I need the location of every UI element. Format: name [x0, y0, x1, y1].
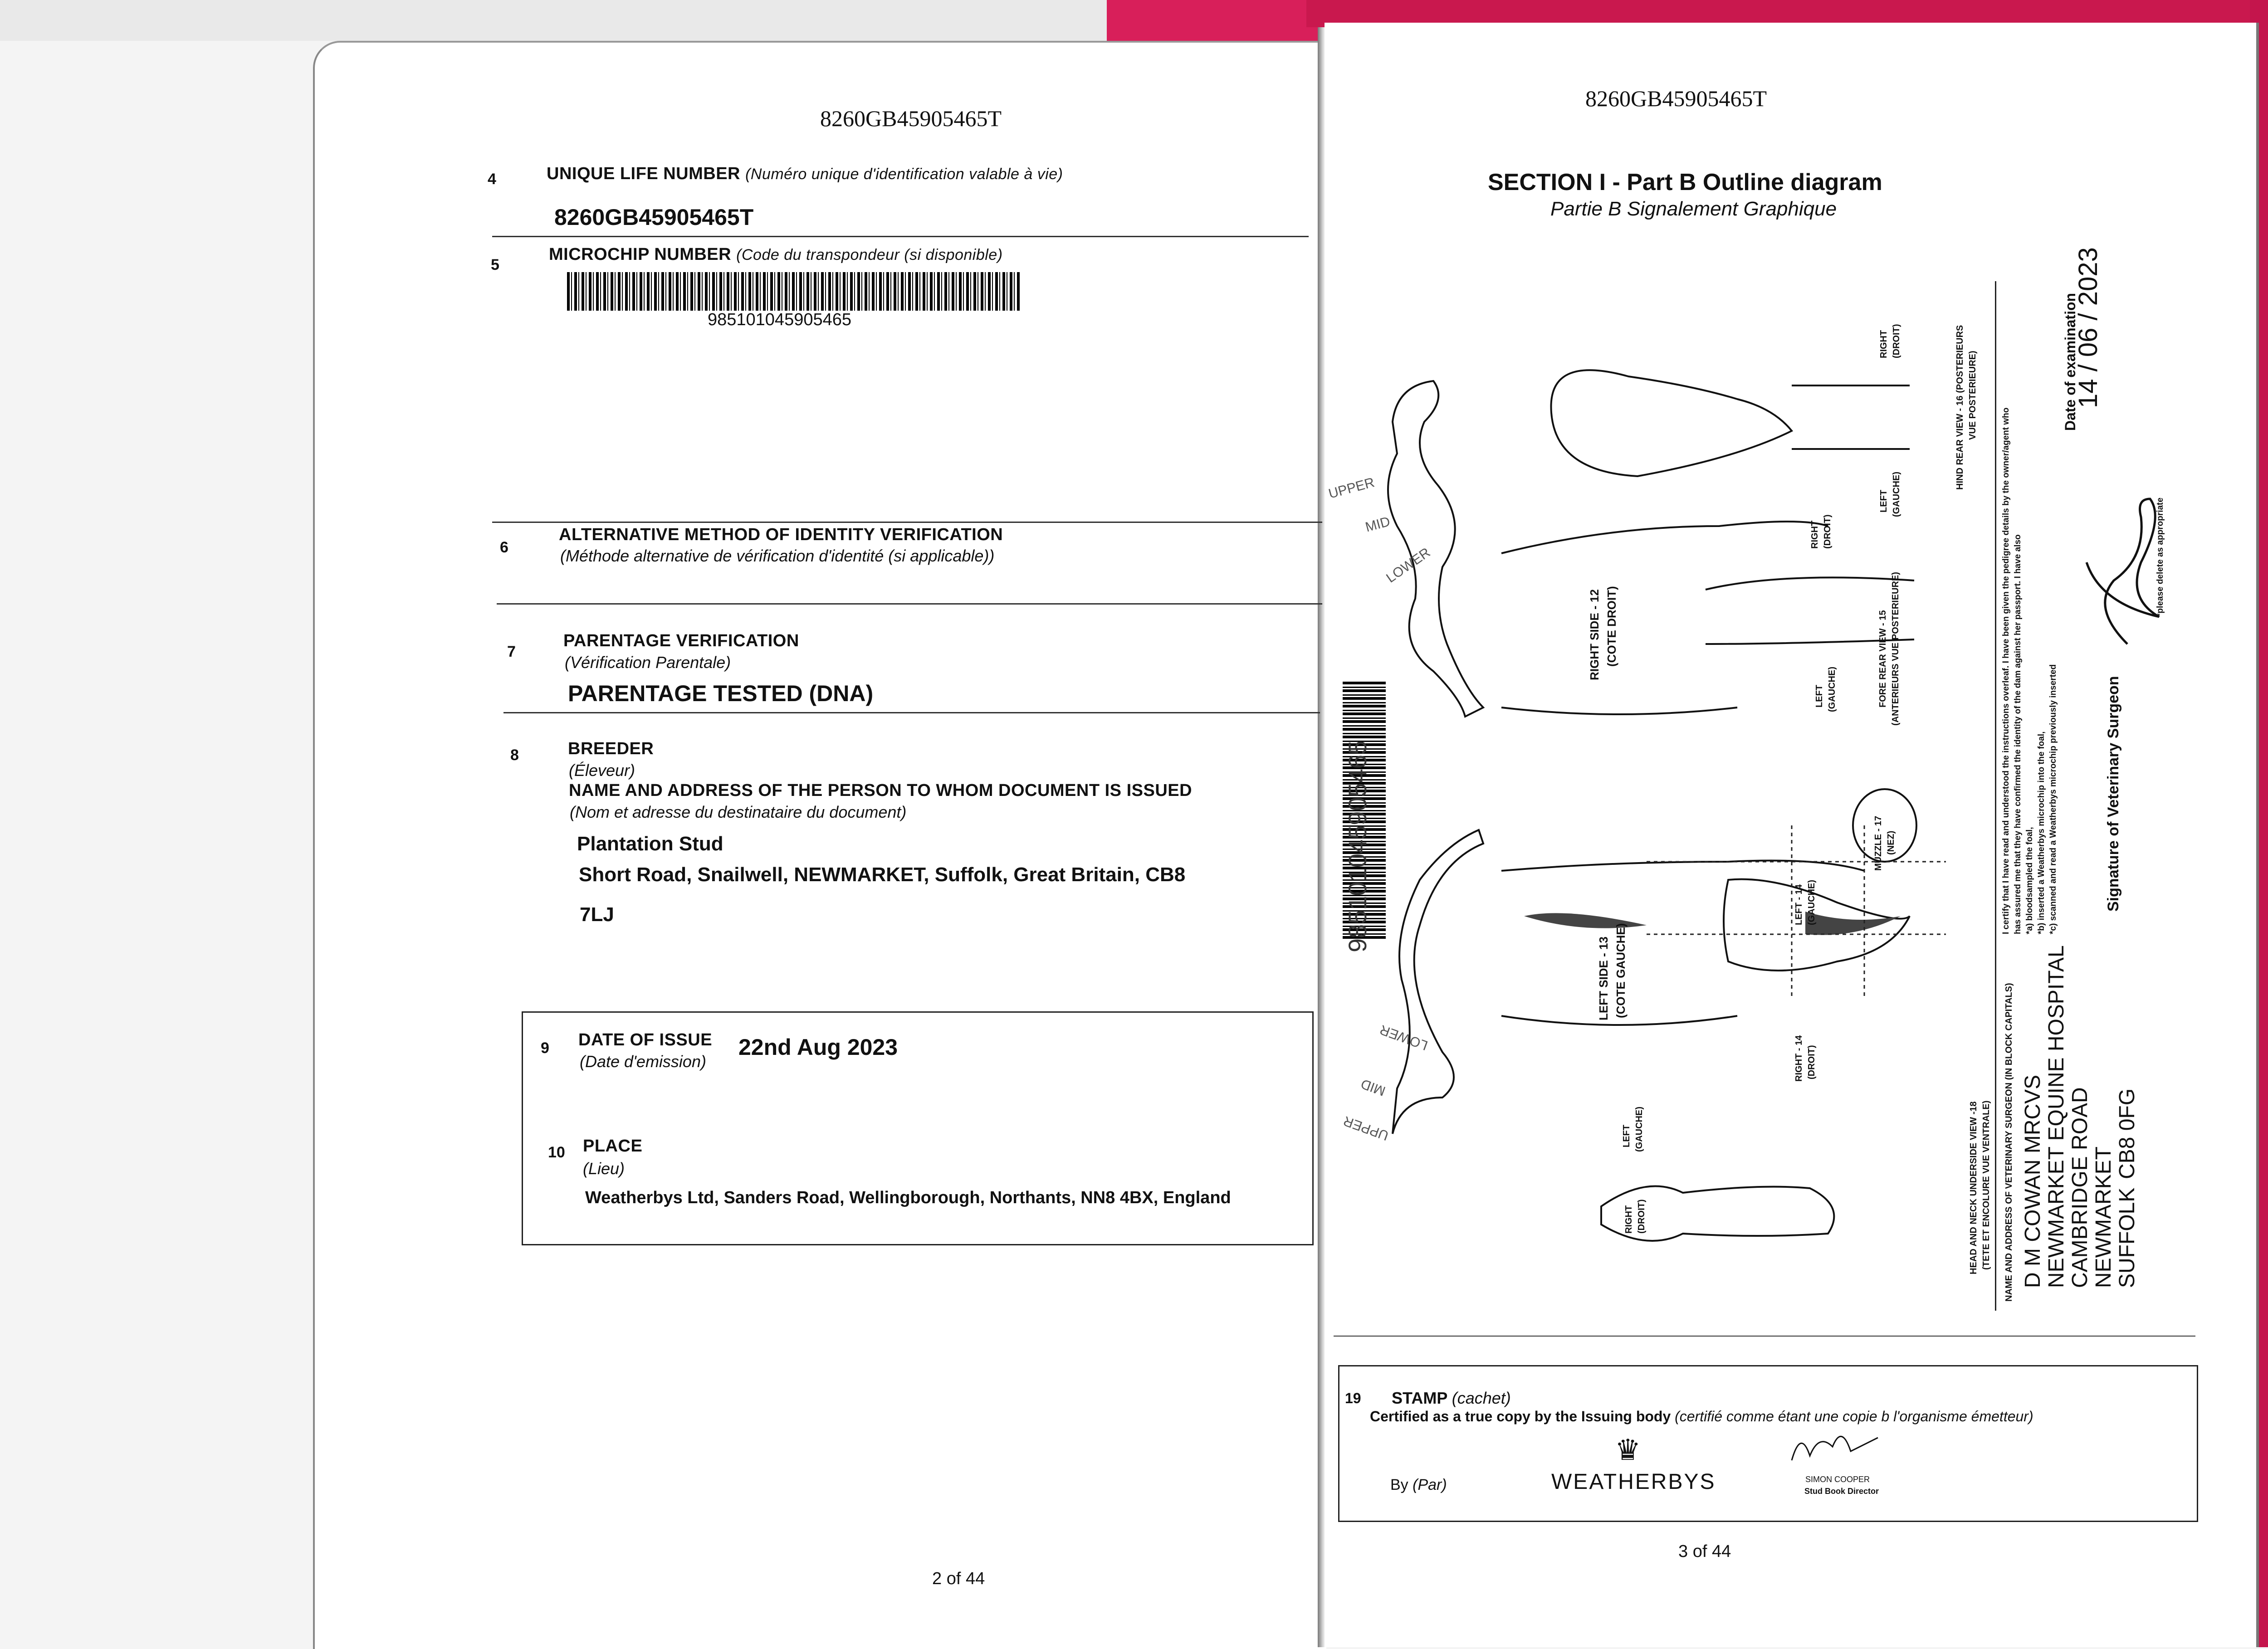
right-side-horse-back — [1501, 522, 1828, 714]
stamp-label: STAMP (cachet) — [1392, 1389, 1511, 1407]
label-fore-right-fr: (DROIT) — [1823, 514, 1833, 549]
label-hind-left: LEFT — [1879, 490, 1889, 512]
cert-line-2: has assured me that they have confirmed the identity of the dam against her passport. I have also — [2013, 534, 2023, 934]
head-neck-underside — [1601, 1186, 1834, 1241]
certified-line: Certified as a true copy by the Issuing body (certifié comme étant une copie b l'organisme émetteur) — [1370, 1408, 2033, 1425]
vet-signature-label: Signature of Veterinary Surgeon — [2105, 676, 2122, 912]
date-of-examination-label: Date of examination — [2062, 293, 2078, 431]
breeder-name: Plantation Stud — [577, 833, 723, 855]
breeder-address: Short Road, Snailwell, NEWMARKET, Suffolk, Great Britain, CB8 — [579, 864, 1186, 886]
weatherbys-logo: WEATHERBYS — [1551, 1470, 1716, 1494]
field-8-number: 8 — [510, 746, 519, 764]
stamp-signature — [1787, 1420, 1887, 1469]
field-8-label-2: NAME AND ADDRESS OF THE PERSON TO WHOM DOCUMENT IS ISSUED — [569, 781, 1193, 800]
stamp-signer-title: Stud Book Director — [1804, 1487, 1879, 1496]
label-fore-rear: FORE REAR VIEW - 15 — [1878, 610, 1888, 707]
field-8-label: BREEDER — [568, 739, 654, 758]
label-hind-right: RIGHT — [1879, 330, 1889, 358]
cert-line-4: *b) inserted a Weatherbys microchip into the foal, — [2037, 731, 2046, 934]
muzzle-outline — [1853, 789, 1916, 862]
parentage-value: PARENTAGE TESTED (DNA) — [568, 681, 874, 706]
date-of-examination-value: 14 / 06 / 2023 — [2073, 247, 2103, 408]
vet-address-4: SUFFOLK — [2115, 1187, 2139, 1288]
label-right14: RIGHT - 14 — [1794, 1035, 1804, 1082]
label-fore-left: LEFT — [1814, 685, 1824, 707]
top-view-shading — [1805, 912, 1901, 935]
label-fore-rear-fr: (ANTERIEURS VUE POSTERIEURE) — [1891, 572, 1901, 726]
field-4-label: UNIQUE LIFE NUMBER (Numéro unique d'identification valable à vie) — [547, 164, 1063, 183]
hind-rear-view-outline — [1551, 370, 1792, 476]
divider — [503, 712, 1320, 713]
cert-line-1: I certify that I have read and understood the instructions overleaf. I have been given the pedigree details by the owner/agent who — [2001, 407, 2011, 934]
vet-signature — [2073, 490, 2173, 653]
left-side-horse-outline — [1393, 830, 1483, 1134]
field-10-label-fr: (Lieu) — [583, 1159, 625, 1178]
divider — [1334, 1336, 2195, 1337]
left-page-number: 2 of 44 — [932, 1569, 985, 1588]
vertical-barcode-number: 985101045905465 — [1343, 740, 1372, 952]
field-7-number: 7 — [507, 643, 516, 660]
field-4-number: 4 — [488, 171, 496, 188]
vet-address-2: CAMBRIDGE ROAD — [2068, 1087, 2092, 1288]
cert-line-3: *a) bloodsampled the foal, — [2025, 827, 2034, 934]
label-left14-fr: (GAUCHE) — [1807, 880, 1817, 925]
microchip-number: 985101045905465 — [708, 310, 852, 329]
right-page-number: 3 of 44 — [1678, 1542, 1731, 1561]
place-of-issue: Weatherbys Ltd, Sanders Road, Wellingborough, Northants, NN8 4BX, England — [585, 1188, 1231, 1207]
field-6-label-fr: (Méthode alternative de vérification d'identité (si applicable)) — [560, 546, 995, 565]
field-5-label: MICROCHIP NUMBER (Code du transpondeur (si disponible) — [549, 245, 1003, 264]
right-doc-id: 8260GB45905465T — [1585, 86, 1767, 111]
label-lower-2: LOWER — [1378, 1022, 1430, 1053]
label-mid: MID — [1364, 514, 1392, 535]
field-9-label-fr: (Date d'emission) — [580, 1052, 706, 1071]
label-head-neck: HEAD AND NECK UNDERSIDE VIEW -18 — [1969, 1101, 1979, 1274]
field-6-label: ALTERNATIVE METHOD OF IDENTITY VERIFICATION — [559, 525, 1003, 544]
cert-delete-note: *please delete as appropriate — [2156, 498, 2165, 617]
divider — [492, 522, 1322, 523]
field-8-label-fr: (Éleveur) — [569, 761, 635, 780]
vet-name: D M COWAN MRCVS — [2021, 1074, 2045, 1288]
field-5-number: 5 — [491, 256, 499, 273]
field-10-label: PLACE — [583, 1137, 643, 1156]
field-9-label: DATE OF ISSUE — [578, 1030, 713, 1049]
vet-address-3: NEWMARKET — [2092, 1146, 2116, 1288]
horse-outline-diagram — [1329, 272, 2023, 1315]
label-upper-2: UPPER — [1341, 1113, 1391, 1143]
left-doc-id: 8260GB45905465T — [820, 106, 1002, 131]
hind-rear-legs — [1792, 385, 1910, 449]
label-fore-left-fr: (GAUCHE) — [1827, 667, 1837, 712]
label-lower: LOWER — [1383, 545, 1433, 586]
label-hind-rear-fr: VUE POSTERIEURE) — [1968, 351, 1978, 440]
stamp-number: 19 — [1345, 1390, 1361, 1406]
label-right-side-fr: (COTE DROIT) — [1605, 586, 1618, 667]
field-8-label-2-fr: (Nom et adresse du destinataire du document) — [570, 803, 907, 821]
label-neck-right-fr: (DROIT) — [1637, 1199, 1647, 1234]
label-right14-fr: (DROIT) — [1807, 1045, 1817, 1079]
label-upper: UPPER — [1327, 475, 1376, 502]
vet-address-label: NAME AND ADDRESS OF VETERINARY SURGEON (IN BLOCK CAPITALS) — [2004, 983, 2014, 1302]
section-subtitle: Partie B Signalement Graphique — [1550, 198, 1837, 220]
field-7-label-fr: (Vérification Parentale) — [565, 653, 731, 672]
breeder-address-postcode: 7LJ — [580, 903, 614, 926]
right-side-horse-outline — [1388, 381, 1483, 717]
label-right-side: RIGHT SIDE - 12 — [1588, 589, 1601, 680]
weatherbys-crest-icon: ♛ — [1615, 1434, 1641, 1466]
label-hind-left-fr: (GAUCHE) — [1892, 472, 1901, 517]
label-left-side-fr: (COTE GAUCHE) — [1614, 923, 1628, 1018]
field-7-label: PARENTAGE VERIFICATION — [563, 631, 799, 650]
label-head-neck-fr: (TETE ET ENCOLURE VUE VENTRALE) — [1981, 1100, 1991, 1270]
label-hind-right-fr: (DROIT) — [1892, 324, 1901, 358]
unique-life-number: 8260GB45905465T — [554, 205, 754, 230]
stamp-by: By (Par) — [1390, 1476, 1447, 1493]
label-mid-2: MID — [1359, 1076, 1388, 1099]
label-neck-right: RIGHT — [1624, 1205, 1634, 1234]
tail-shading — [1524, 913, 1647, 928]
date-of-issue: 22nd Aug 2023 — [738, 1034, 898, 1060]
divider — [497, 603, 1322, 605]
label-hind-rear: HIND REAR VIEW - 16 (POSTERIEURS — [1955, 325, 1965, 490]
field-10-number: 10 — [548, 1144, 565, 1161]
divider — [492, 236, 1309, 237]
label-left14: LEFT - 14 — [1794, 884, 1804, 925]
label-muzzle: MUZZLE - 17 — [1873, 815, 1883, 871]
stamp-signer-name: SIMON COOPER — [1805, 1475, 1870, 1484]
field-6-number: 6 — [500, 539, 508, 556]
label-fore-right: RIGHT — [1810, 520, 1820, 549]
vet-address-1: NEWMARKET EQUINE HOSPITAL — [2044, 945, 2068, 1288]
vet-postcode: CB8 0FG — [2115, 1088, 2139, 1179]
label-neck-left-fr: (GAUCHE) — [1634, 1107, 1644, 1152]
label-left-side: LEFT SIDE - 13 — [1597, 937, 1610, 1020]
section-title: SECTION I - Part B Outline diagram — [1488, 169, 1882, 195]
label-muzzle-fr: (NEZ) — [1886, 830, 1896, 855]
cert-line-5: *c) scanned and read a Weatherbys microchip previously inserted — [2048, 664, 2058, 934]
microchip-barcode — [567, 272, 1021, 311]
label-neck-left: LEFT — [1622, 1125, 1632, 1147]
field-9-number: 9 — [541, 1039, 549, 1057]
